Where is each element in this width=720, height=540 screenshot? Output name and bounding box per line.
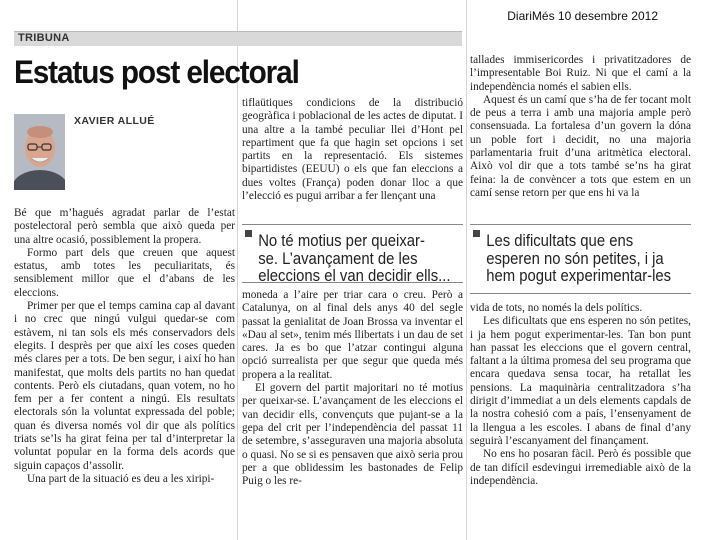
headline: Estatus post electoral: [14, 54, 299, 90]
pullquote-line: eleccions el van decidir ells...: [258, 267, 451, 285]
column-3-top: [470, 54, 691, 200]
pullquote-line: se. L’avançament de les: [258, 249, 418, 268]
paragraph: El govern del partit majoritari no té motius per queixar-se. L’avançament de les eleccions el van decidir ells, convençuts que pujant-se a la gepa del crit per l’independència del passat 11 de setembre, s’asseguraven una majoria absoluta o quasi. No se si es pensaven que això seria prou per a que oblidessim les bastonades de Felip Puig o les re-: [242, 382, 463, 488]
source-stamp: DiariMés 10 desembre 2012: [507, 9, 658, 23]
section-bar: [14, 31, 462, 46]
paragraph: Aquest és un camí que s’ha de fer tocant molt de peus a terra i amb una majoria ample però consensuada. La fortalesa d’un govern la dóna un poble fort i decidit, no una majoria parlamentaria fruit d’una aritmètica electoral. Això vol dir que a tots també se’ns ha girat feina: la de convèncer a tots que estem en un camí sense retorn per que ens hi va la: [470, 93, 691, 199]
section-label: TRIBUNA: [18, 32, 70, 44]
pullquote-1: [242, 224, 463, 283]
column-divider-2: [466, 0, 467, 540]
paragraph: vida de tots, no només la dels polítics.: [470, 302, 643, 314]
column-2-top: [242, 97, 463, 203]
column-3-bottom: [470, 302, 691, 488]
paragraph: Formo part dels que creuen que aquest estatus, amb totes les peculiaritats, és sensiblement millor que el d’abans de les eleccions.: [14, 246, 235, 299]
paragraph: tallades immisericordes i privatitzadores de l’impresentable Boi Ruiz. Ni que el camí a la independència només el sabien ells.: [470, 54, 691, 93]
paragraph: Una part de la situació es deu a les xiripi-: [27, 472, 215, 485]
pullquote-line: Les dificultats que ens: [486, 232, 634, 250]
pullquote-line: esperen no són petites, i ja: [486, 249, 664, 268]
pullquote-line: No té motius per queixar-: [258, 232, 425, 250]
author-byline: XAVIER ALLUÉ: [74, 115, 155, 127]
paragraph: moneda a l’aire per triar cara o creu. Però a Catalunya, on al final dels anys 40 del segle passat la genialitat de Joan Brossa va inventar el «Dau al set», tenim més llibertats i un dau de set cares. Ja es bo que l’atzar contingui alguna opció surrealista per que segur que queda més propera a la realitat.: [242, 289, 463, 381]
pullquote-line: hem pogut experimentar-les: [486, 267, 672, 285]
paragraph: Primer per que el temps camina cap al davant i no crec que ningú vulgui quedar-se com estàvem, ni tan sols els més conservadors dels elegits. I desprès per que així les coses queden més clares per a tots. De ben segur, i així ho han manifestat, que molts dels partits no han quedat contents. Però els ciutadans, quan votem, no ho fem per a fer content a ningú. Els resultats electorals són la voluntat expressada del poble; quan és diversa només vol dir que als polítics triats se’ls ha girat feina per tal d’interpretar la voluntat popular en la forma dels acords que siguin capaços d’assolir.: [14, 300, 235, 472]
column-1: [14, 207, 235, 486]
paragraph: Les dificultats que ens esperen no són petites, i ja hem pogut experimentar-les. Tan bon punt han passat les eleccions que el govern central, faltant a la última promesa del seu programa que encara quedava sensa tocar, ha retallat les pensions. La maquinària centralitzadora s’ha dirigit d’immediat a un dels elements capdals de la nostra cohesió com a país, l’ensenyament de la llengua a les escoles. I abans de final d’any seguirà l’escanyament del finançament.: [470, 315, 691, 447]
paragraph: tiflaütiques condicions de la distribució geogràfica i poblacional de les actes de diputat. I una altre a la també peculiar llei d’Hont pel repartiment que fa que hagin set opcions i set partits en la representació. Els sistemes bipartidistes (EEUU) o els que fan eleccions a dues voltes (França) poden donar lloc a que l’elecció es pugui arribar a fer llençant una: [242, 97, 463, 203]
author-photo: [14, 114, 65, 190]
column-2-bottom: [242, 289, 463, 488]
paragraph: No ens ho posaran fàcil. Però és possible que de tan difícil esdevingui irremediable això de la independència.: [470, 448, 691, 487]
pullquote-2: [470, 224, 691, 294]
paragraph: Bé que m’hagués agradat parlar de l’estat postelectoral però sembla que això queda per una altre ocasió, possiblement la propera.: [14, 207, 235, 246]
